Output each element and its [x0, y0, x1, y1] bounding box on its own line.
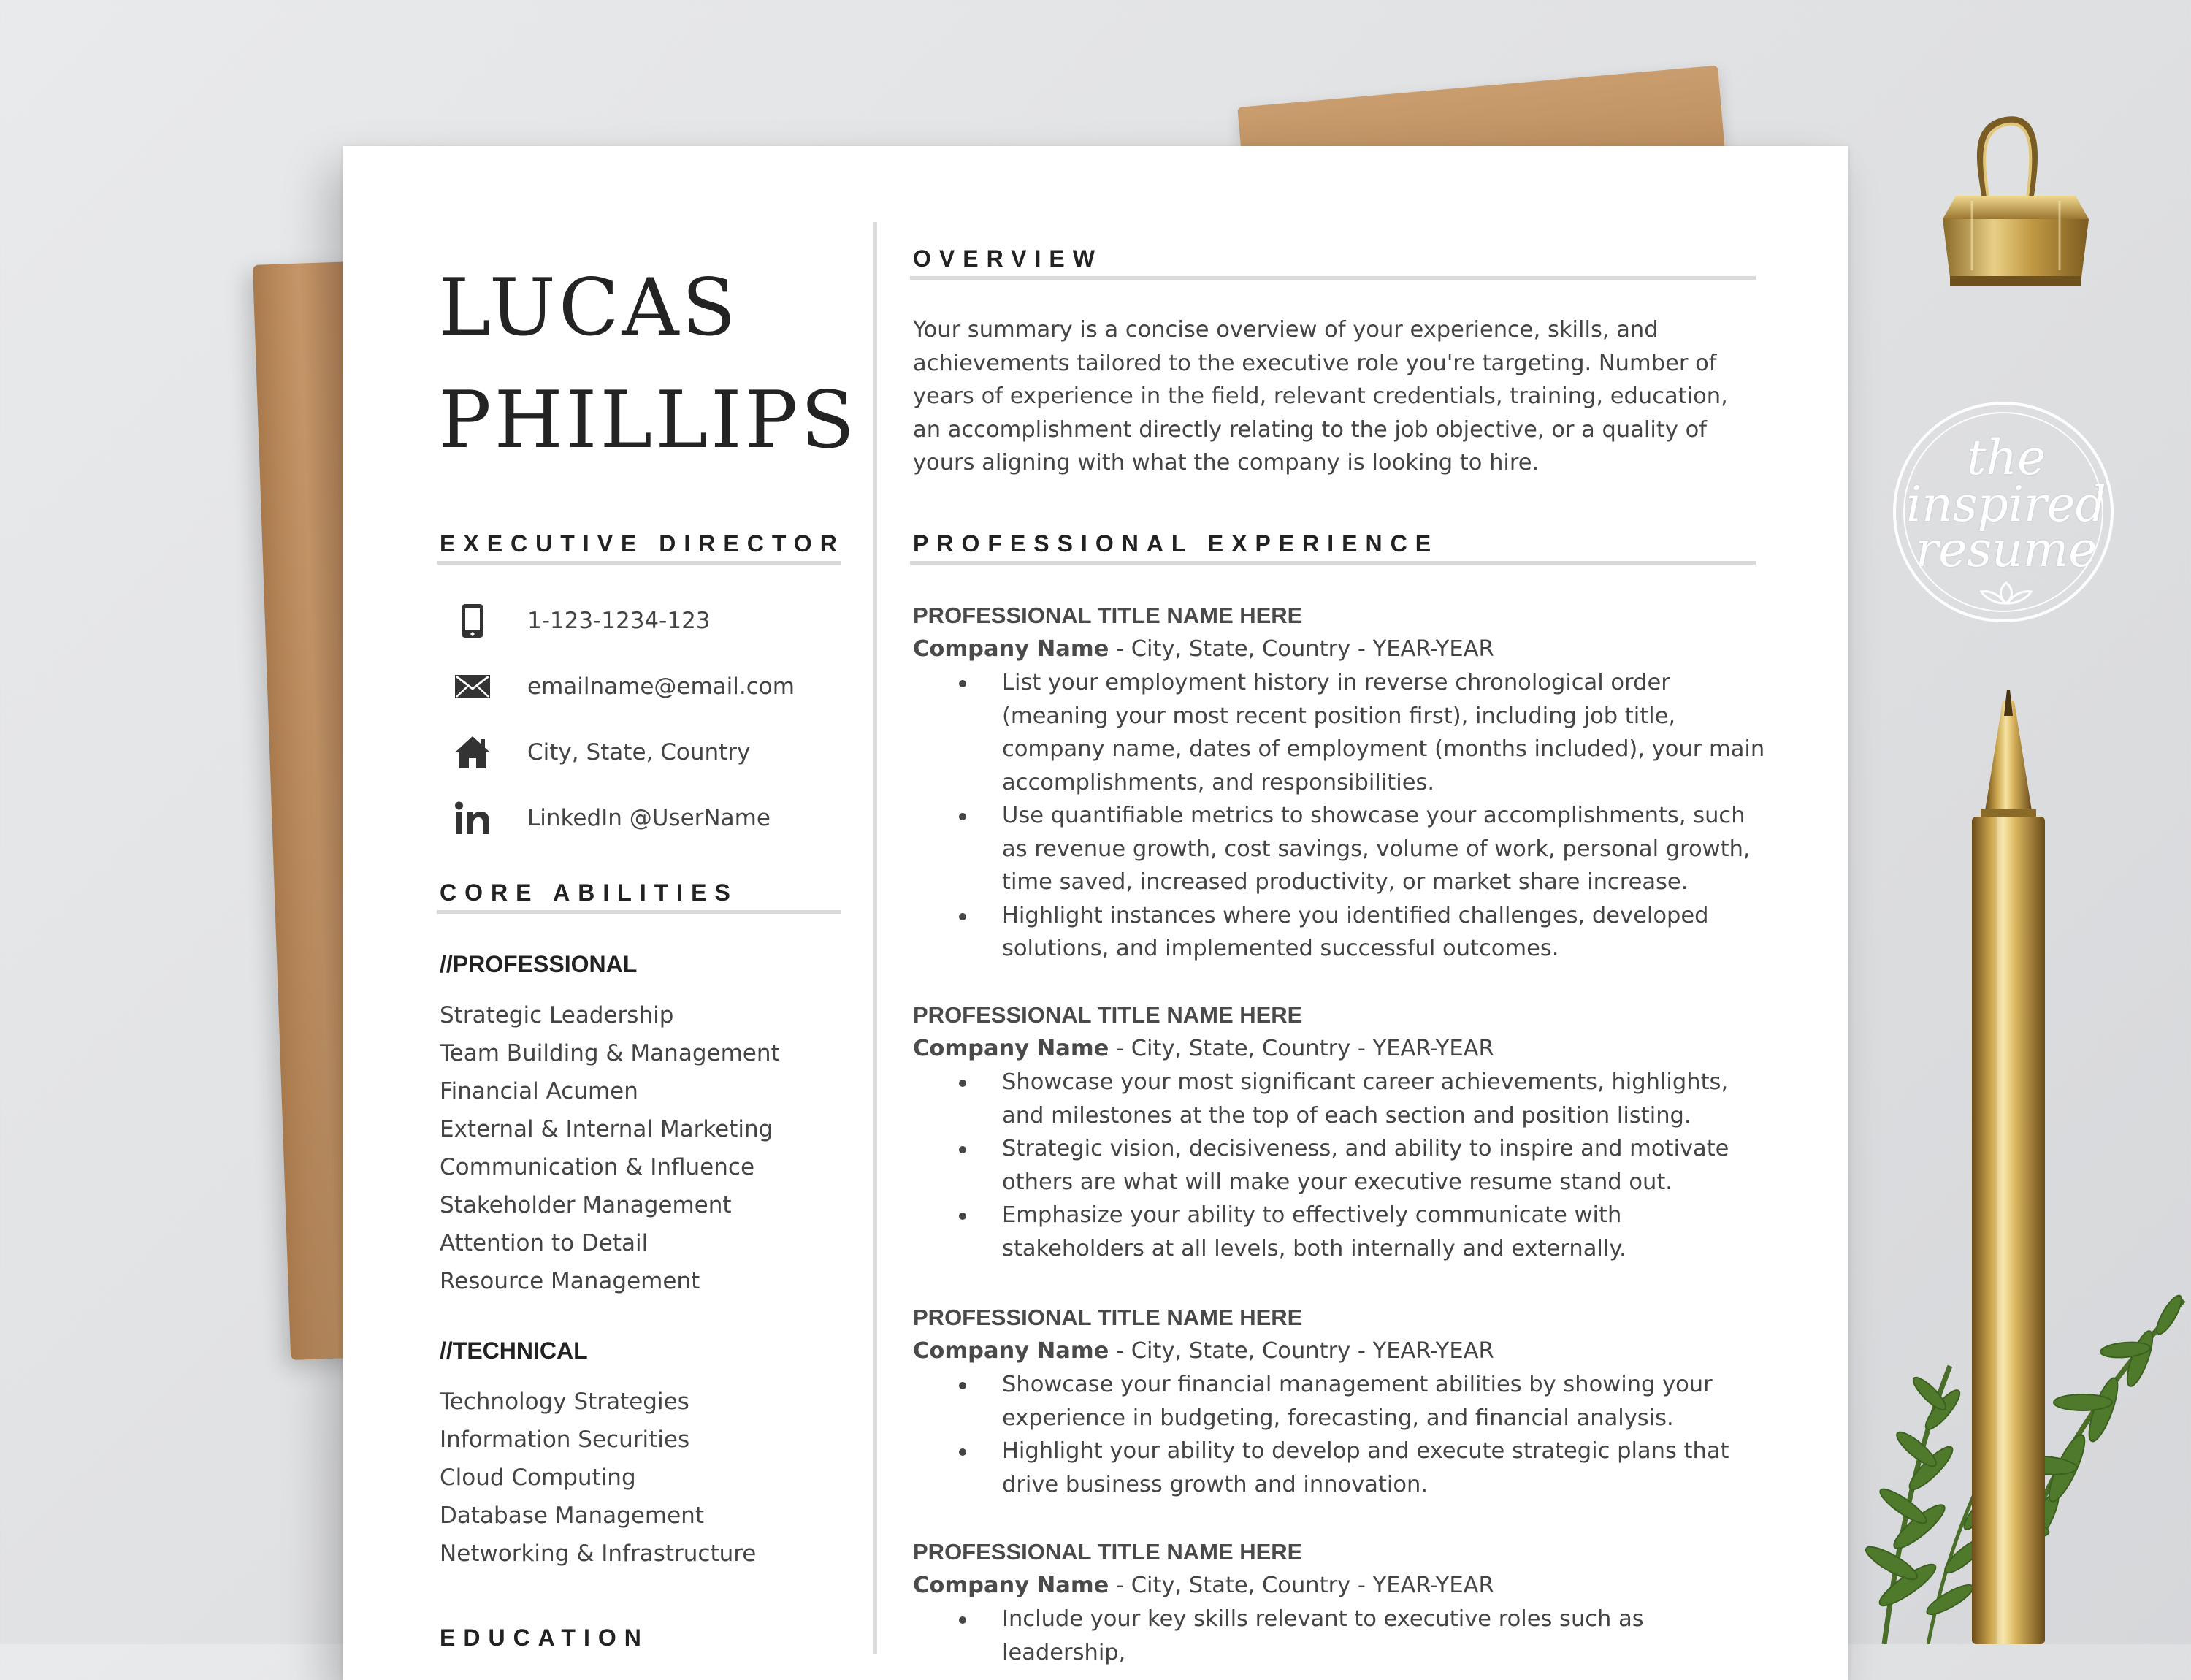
linkedin-text: LinkedIn @UserName — [527, 805, 771, 831]
brand-watermark — [1893, 402, 2114, 622]
list-item: Team Building & Management — [440, 1040, 780, 1066]
job-entry-company-line — [913, 1335, 1767, 1368]
company-name: Company Name — [913, 1036, 1109, 1061]
envelope-icon — [453, 667, 492, 706]
list-item: Information Securities — [440, 1427, 690, 1453]
list-item: Networking & Infrastructure — [440, 1540, 757, 1567]
list-item: Include your key skills relevant to executive roles such as leadership, — [913, 1603, 1767, 1669]
lotus-icon — [1977, 581, 2035, 606]
list-item: Showcase your financial management abilities by showing your experience in budgeting, forecasting, and financial analysis. — [913, 1368, 1767, 1435]
job-bullets — [913, 1066, 1767, 1265]
list-item: External & Internal Marketing — [440, 1116, 773, 1142]
experience-heading: PROFESSIONAL EXPERIENCE — [913, 530, 1439, 557]
list-item: Cloud Computing — [440, 1465, 636, 1491]
company-details: - City, State, Country - YEAR-YEAR — [1109, 1036, 1494, 1061]
professional-abilities-list — [440, 996, 780, 1300]
linkedin-icon — [453, 798, 492, 838]
gold-pen-icon — [1928, 687, 2089, 1644]
list-item: Financial Acumen — [440, 1078, 638, 1104]
first-name: LUCAS — [438, 262, 739, 354]
home-icon — [453, 733, 492, 772]
list-item: Showcase your most significant career achievements, highlights, and milestones at the top of each section and position listing. — [913, 1066, 1767, 1132]
binder-clip-icon — [1928, 110, 2103, 314]
list-item: Communication & Influence — [440, 1154, 755, 1180]
company-details: - City, State, Country - YEAR-YEAR — [1109, 636, 1494, 662]
column-divider — [873, 222, 877, 1654]
list-item: Highlight instances where you identified challenges, developed solutions, and implemented successful outcomes. — [913, 899, 1767, 966]
job-title-rule — [437, 561, 841, 565]
job-entry-title: PROFESSIONAL TITLE NAME HERE — [913, 603, 1303, 628]
contact-location — [453, 730, 750, 774]
list-item: Strategic vision, decisiveness, and ability to inspire and motivate others are what will make your executive resume stand out. — [913, 1132, 1767, 1199]
technical-abilities-heading: //TECHNICAL — [440, 1337, 588, 1364]
list-item: Database Management — [440, 1503, 704, 1529]
list-item: Use quantifiable metrics to showcase your accomplishments, such as revenue growth, cost savings, volume of work, personal growth, time saved, increased productivity, or market share increase. — [913, 799, 1767, 899]
email-text: emailname@email.com — [527, 673, 795, 700]
contact-linkedin — [453, 796, 771, 840]
professional-abilities-heading: //PROFESSIONAL — [440, 951, 638, 977]
location-text: City, State, Country — [527, 739, 751, 765]
list-item: Highlight your ability to develop and execute strategic plans that drive business growth and innovation. — [913, 1435, 1767, 1501]
education-heading: EDUCATION — [440, 1624, 649, 1651]
watermark-line-2: inspired — [1906, 476, 2106, 532]
job-bullets — [913, 1603, 1767, 1669]
experience-entry — [913, 999, 1767, 1265]
job-bullets — [913, 666, 1767, 966]
job-entry-company-line — [913, 1032, 1767, 1066]
core-abilities-rule — [437, 910, 841, 914]
phone-icon — [453, 601, 492, 641]
job-title-heading: EXECUTIVE DIRECTOR — [440, 530, 845, 557]
list-item: Technology Strategies — [440, 1389, 689, 1415]
list-item: Resource Management — [440, 1268, 700, 1294]
experience-rule — [910, 561, 1756, 565]
contact-email — [453, 665, 795, 709]
core-abilities-heading: CORE ABILITIES — [440, 879, 738, 906]
job-entry-company-line — [913, 1569, 1767, 1603]
list-item: Strategic Leadership — [440, 1002, 674, 1028]
company-details: - City, State, Country - YEAR-YEAR — [1109, 1338, 1494, 1364]
experience-entry — [913, 1535, 1767, 1669]
job-entry-title: PROFESSIONAL TITLE NAME HERE — [913, 1305, 1303, 1330]
overview-text: Your summary is a concise overview of your experience, skills, and achievements tailored to the executive role you're targeting. Number of years of experience in the field, relevant credentials, training, education, an accomplishment directly relating to the job objective, or a quality of yours aligning with what the company is looking to hire. — [913, 317, 1728, 476]
company-name: Company Name — [913, 1573, 1109, 1598]
job-entry-title: PROFESSIONAL TITLE NAME HERE — [913, 1539, 1303, 1565]
phone-text: 1-123-1234-123 — [527, 608, 711, 634]
watermark-line-3: resume — [1915, 522, 2098, 578]
job-bullets — [913, 1368, 1767, 1501]
watermark-line-1: the — [1966, 429, 2046, 486]
experience-entry — [913, 599, 1767, 966]
company-name: Company Name — [913, 636, 1109, 662]
list-item: Attention to Detail — [440, 1230, 649, 1256]
contact-phone — [453, 599, 711, 643]
company-name: Company Name — [913, 1338, 1109, 1364]
last-name: PHILLIPS — [438, 375, 858, 466]
job-entry-title: PROFESSIONAL TITLE NAME HERE — [913, 1002, 1303, 1028]
list-item: Stakeholder Management — [440, 1192, 732, 1218]
technical-abilities-list — [440, 1383, 756, 1573]
list-item: List your employment history in reverse chronological order (meaning your most recent position first), including job title, company name, dates of employment (months included), your main accomplishments, and responsibilities. — [913, 666, 1767, 799]
job-entry-company-line — [913, 633, 1767, 666]
list-item: Emphasize your ability to effectively communicate with stakeholders at all levels, both internally and externally. — [913, 1199, 1767, 1265]
experience-entry — [913, 1301, 1767, 1501]
overview-rule — [910, 276, 1756, 280]
overview-heading: OVERVIEW — [913, 245, 1103, 272]
company-details: - City, State, Country - YEAR-YEAR — [1109, 1573, 1494, 1598]
